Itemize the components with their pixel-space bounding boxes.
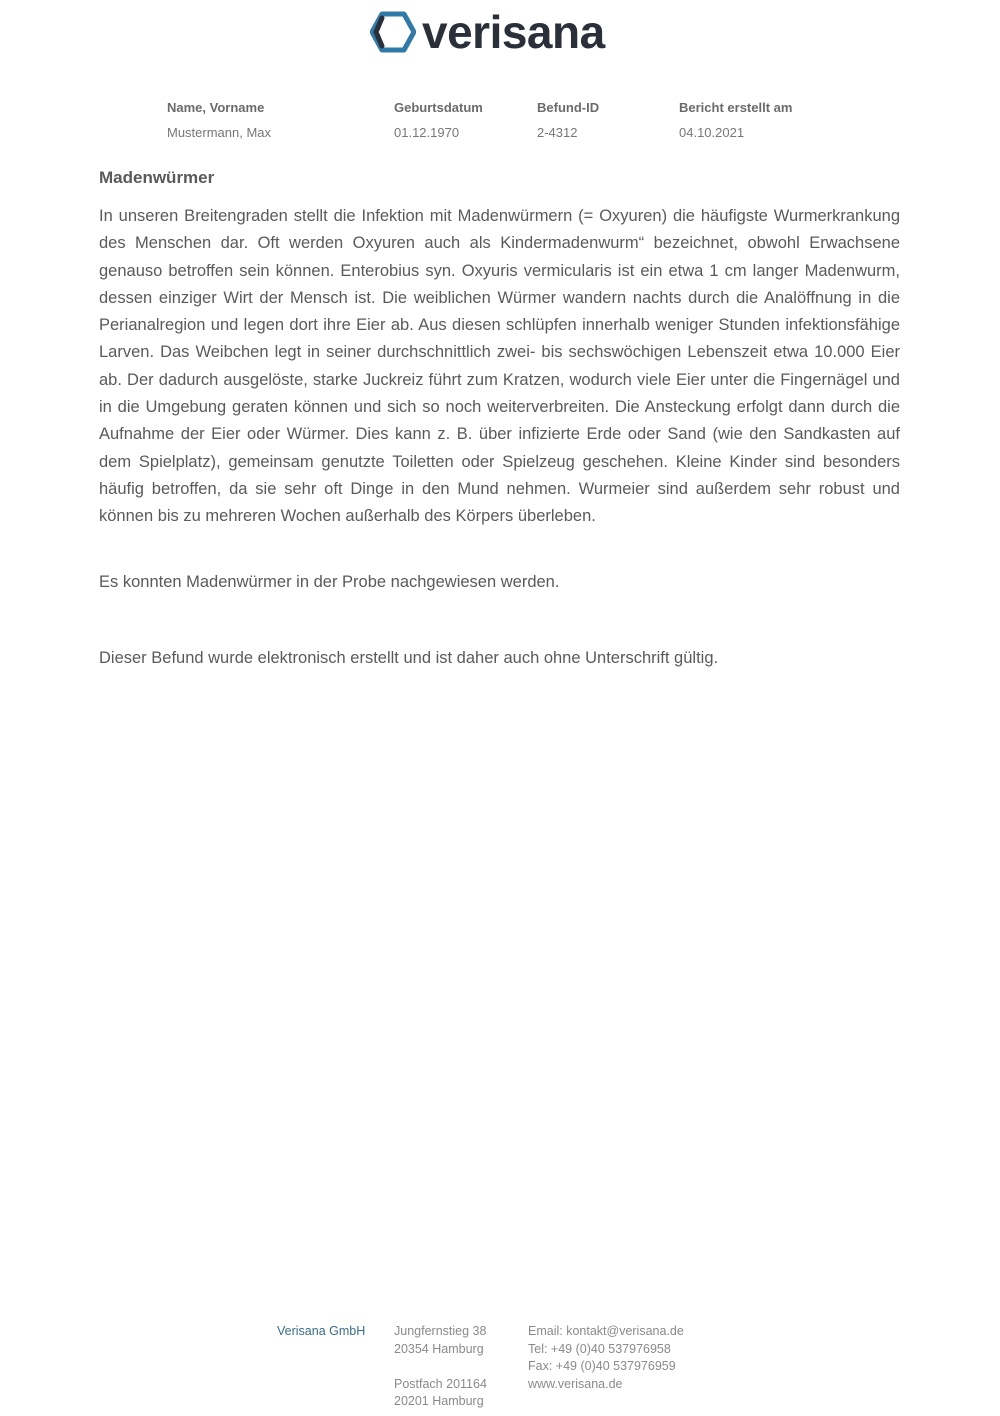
name-label: Name, Vorname: [167, 100, 265, 115]
meta-name: [167, 100, 271, 140]
footer-city: 20354 Hamburg: [394, 1341, 484, 1356]
id-label: Befund-ID: [537, 100, 600, 115]
id-value: 2-4312: [537, 125, 578, 140]
footer-postbox-city: 20201 Hamburg: [394, 1394, 484, 1408]
dob-value: 01.12.1970: [394, 125, 460, 140]
verisana-logo: [370, 6, 605, 58]
result-paragraph: Es konnten Madenwürmer in der Probe nachgewiesen werden.: [99, 573, 560, 591]
section-title: Madenwürmer: [99, 168, 215, 187]
meta-dob: [394, 100, 483, 140]
footer-postbox: Postfach 201164: [394, 1376, 487, 1391]
report-date-label: Bericht erstellt am: [679, 100, 793, 115]
signature-note: Dieser Befund wurde elektronisch erstellt und ist daher auch ohne Unterschrift gültig.: [99, 649, 719, 667]
description-paragraph: In unseren Breitengraden stellt die Infektion mit Madenwürmern (= Oxyuren) die häufigste Wurmerkrankung des Menschen dar. Oft werden Oxyuren auch als Kindermadenwurm“ bezeichnet, obwohl Erwachsene genauso betroffen sein können. Enterobius syn. Oxyuris vermicularis ist ein etwa 1 cm langer Madenwurm, dessen einziger Wirt der Mensch ist. Die weiblichen Würmer wandern nachts durch die Analöffnung in die Perianalregion und legen dort ihre Eier ab. Aus diesen schlüpfen innerhalb weniger Stunden infektionsfähige Larven. Das Weibchen legt in seiner durchschnittlich zwei- bis sechswöchigen Lebenszeit etwa 10.000 Eier ab. Der dadurch ausgelöste, starke Juckreiz führt zum Kratzen, wodurch viele Eier unter die Fingernägel und in die Umgebung geraten können und sich so noch weiterverbreiten. Die Ansteckung erfolgt dann durch die Aufnahme der Eier oder Würmer. Dies kann z. B. über infizierte Erde oder Sand (wie den Sandkasten auf dem Spielplatz), gemeinsam genutzte Toiletten oder Spielzeug geschehen. Kleine Kinder sind besonders häufig betroffen, da sie sehr oft Dinge in den Mund nehmen. Wurmeier sind außerdem sehr robust und können bis zu mehreren Wochen außerhalb des Körpers überleben.: [99, 207, 900, 526]
dob-label: Geburtsdatum: [394, 100, 483, 115]
report-date-value: 04.10.2021: [679, 125, 745, 140]
footer-fax: Fax: +49 (0)40 537976959: [528, 1359, 676, 1373]
hexagon-logo-icon: [370, 10, 416, 54]
footer-web[interactable]: www.verisana.de: [528, 1376, 623, 1391]
brand-wordmark: verisana: [422, 6, 605, 58]
meta-id: [537, 100, 599, 140]
footer-tel: Tel: +49 (0)40 537976958: [528, 1341, 671, 1356]
footer-street: Jungfernstieg 38: [394, 1324, 487, 1338]
meta-report-date: [679, 100, 792, 140]
footer-email[interactable]: Email: kontakt@verisana.de: [528, 1324, 684, 1338]
footer-contact: [528, 1323, 684, 1393]
footer-company: [277, 1323, 365, 1341]
footer-company-name: Verisana GmbH: [277, 1324, 366, 1338]
footer-address: [394, 1323, 487, 1411]
name-value: Mustermann, Max: [167, 125, 272, 140]
